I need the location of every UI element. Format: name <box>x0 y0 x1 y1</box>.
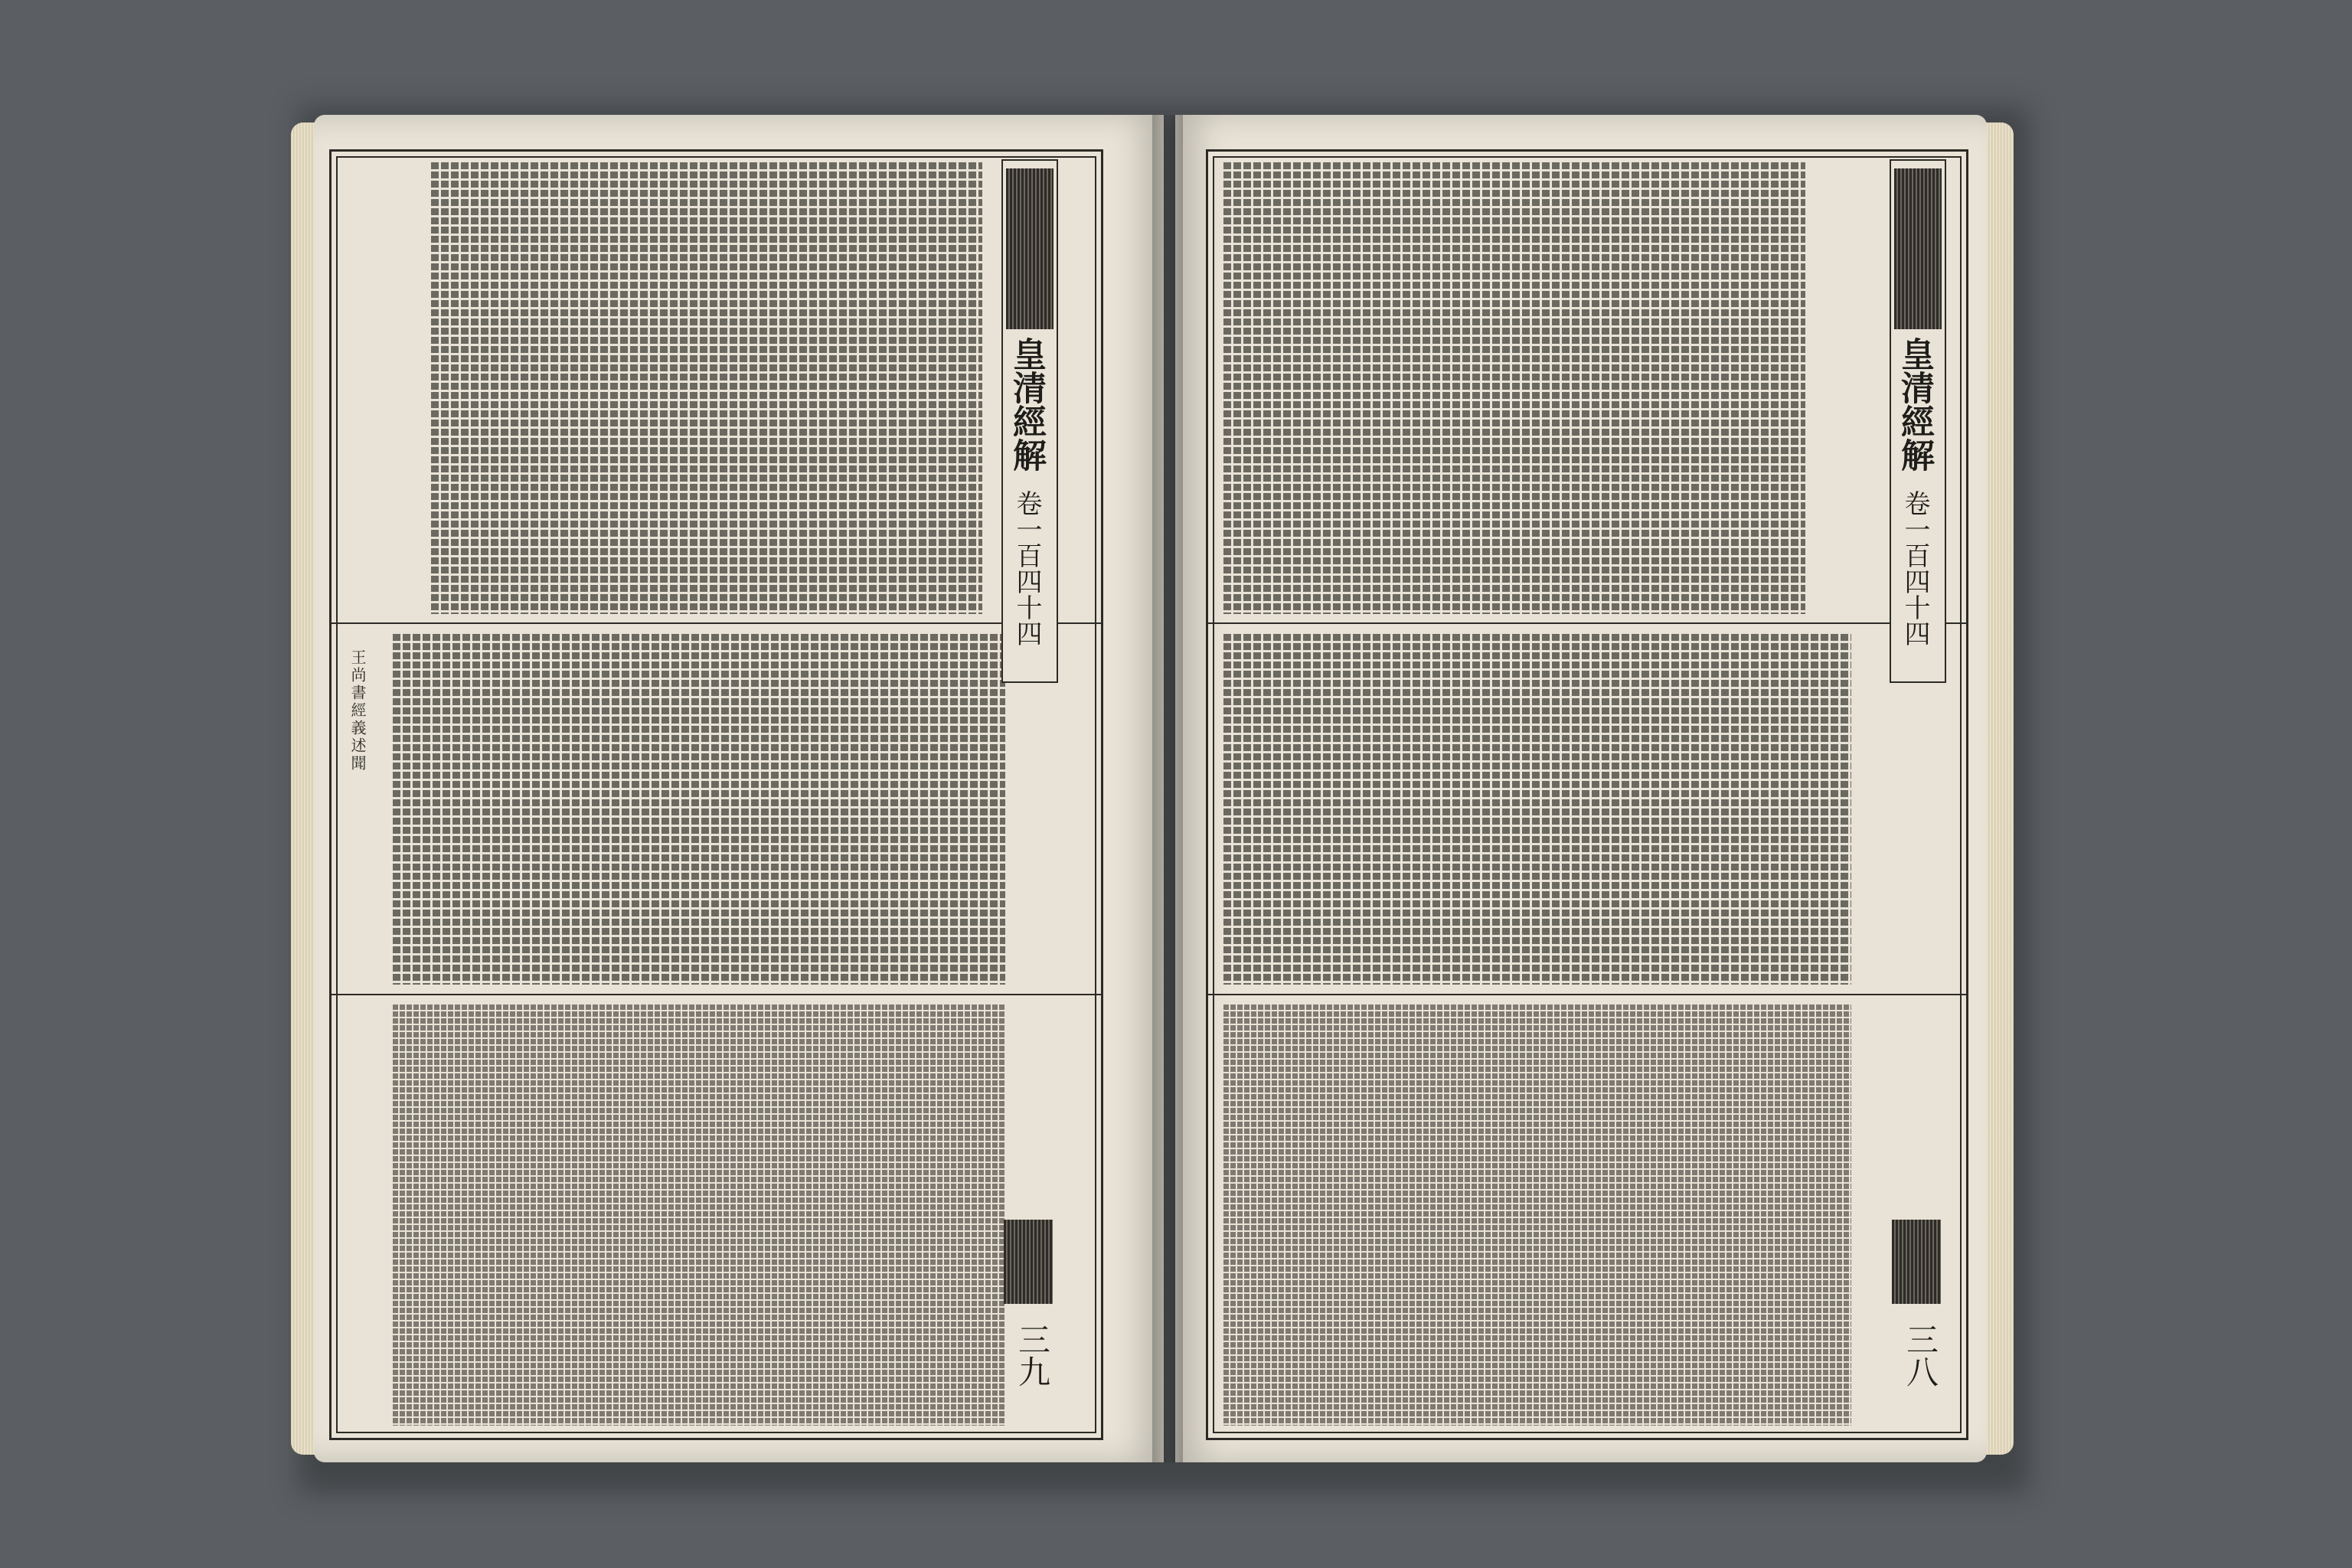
right-volume-label: 卷一百四十四 <box>1900 490 1930 646</box>
right-band-1 <box>1208 622 1966 624</box>
right-title-column <box>1890 159 1946 683</box>
left-upper-text <box>431 162 982 614</box>
right-band-2 <box>1208 994 1966 995</box>
left-band-2 <box>332 994 1101 995</box>
right-page-frame <box>1206 149 1968 1440</box>
left-page <box>314 115 1164 1462</box>
left-middle-text <box>393 634 1005 985</box>
right-book-title: 皇清經解 <box>1895 337 1934 472</box>
right-folio: 三八 <box>1902 1323 1939 1387</box>
right-page-edge <box>1983 122 2014 1455</box>
right-lower-text <box>1223 1004 1851 1426</box>
left-bottom-band <box>1004 1220 1053 1304</box>
right-middle-text <box>1223 634 1851 985</box>
right-upper-text <box>1223 162 1805 614</box>
right-title-band <box>1894 168 1942 329</box>
left-title-band <box>1006 168 1054 329</box>
left-book-title: 皇清經解 <box>1007 337 1046 472</box>
open-book <box>291 92 2014 1478</box>
right-bottom-band <box>1892 1220 1941 1304</box>
left-page-frame <box>329 149 1103 1440</box>
left-band-1 <box>332 622 1101 624</box>
left-page-caption: 王尚書經義述聞 <box>348 649 367 773</box>
right-page <box>1175 115 1987 1462</box>
left-title-column <box>1001 159 1058 683</box>
left-folio: 三九 <box>1014 1323 1051 1387</box>
left-lower-text <box>393 1004 1005 1426</box>
book-gutter <box>1152 115 1183 1462</box>
left-volume-label: 卷一百四十四 <box>1011 490 1042 646</box>
